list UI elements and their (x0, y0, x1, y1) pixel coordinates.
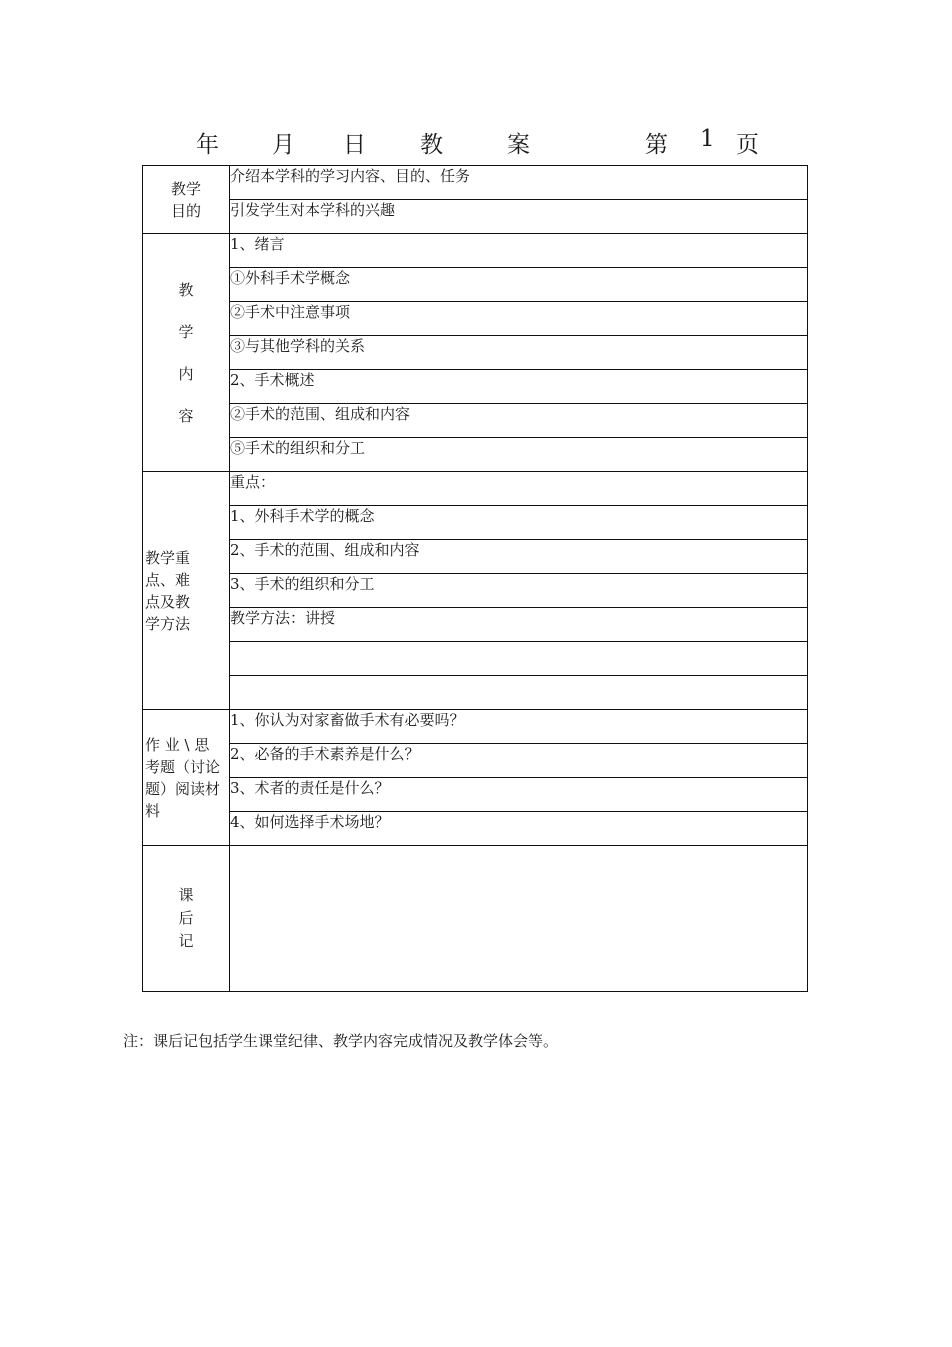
keypoints-item: 1、外科手术学的概念 (230, 506, 808, 540)
content-item: ②手术中注意事项 (230, 302, 808, 336)
purpose-label: 教学 目的 (143, 166, 230, 234)
lesson-plan-table (142, 165, 808, 992)
reflection-content (230, 846, 808, 992)
keypoints-item: 重点： (230, 472, 808, 506)
header-page-number: 1 (700, 126, 715, 152)
homework-item: 4、如何选择手术场地？ (230, 812, 808, 846)
header-an: 案 (507, 132, 530, 158)
header-di: 第 (645, 132, 668, 158)
keypoints-item-empty (230, 642, 808, 676)
purpose-row (143, 166, 808, 200)
content-item: ①外科手术学概念 (230, 268, 808, 302)
homework-label: 作 业 \ 思 考题（讨论 题）阅读材 料 (143, 710, 230, 846)
lesson-plan-header (0, 126, 952, 160)
purpose-item: 介绍本学科的学习内容、目的、任务 (230, 166, 808, 200)
keypoints-item: 3、手术的组织和分工 (230, 574, 808, 608)
content-item: 2、手术概述 (230, 370, 808, 404)
purpose-item: 引发学生对本学科的兴趣 (230, 200, 808, 234)
header-day: 日 (343, 132, 366, 158)
content-item: ③与其他学科的关系 (230, 336, 808, 370)
content-item: ⑤手术的组织和分工 (230, 438, 808, 472)
header-jiao: 教 (420, 132, 443, 158)
keypoints-item: 教学方法：讲授 (230, 608, 808, 642)
content-item: ②手术的范围、组成和内容 (230, 404, 808, 438)
reflection-label: 课 后 记 (143, 846, 230, 992)
homework-item: 3、术者的责任是什么？ (230, 778, 808, 812)
keypoints-item: 2、手术的范围、组成和内容 (230, 540, 808, 574)
homework-row (143, 710, 808, 744)
header-ye: 页 (736, 132, 759, 158)
content-item: 1、绪言 (230, 234, 808, 268)
keypoints-label: 教学重 点、难 点及教 学方法 (143, 472, 230, 710)
keypoints-row (143, 472, 808, 506)
footnote: 注：课后记包括学生课堂纪律、教学内容完成情况及教学体会等。 (123, 1032, 559, 1050)
header-month: 月 (272, 132, 295, 158)
header-year: 年 (196, 132, 219, 158)
keypoints-item-empty (230, 676, 808, 710)
purpose-row (143, 200, 808, 234)
reflection-row (143, 846, 808, 992)
content-row (143, 234, 808, 268)
homework-item: 2、必备的手术素养是什么？ (230, 744, 808, 778)
content-label: 教 学 内 容 (143, 234, 230, 472)
homework-item: 1、你认为对家畜做手术有必要吗？ (230, 710, 808, 744)
